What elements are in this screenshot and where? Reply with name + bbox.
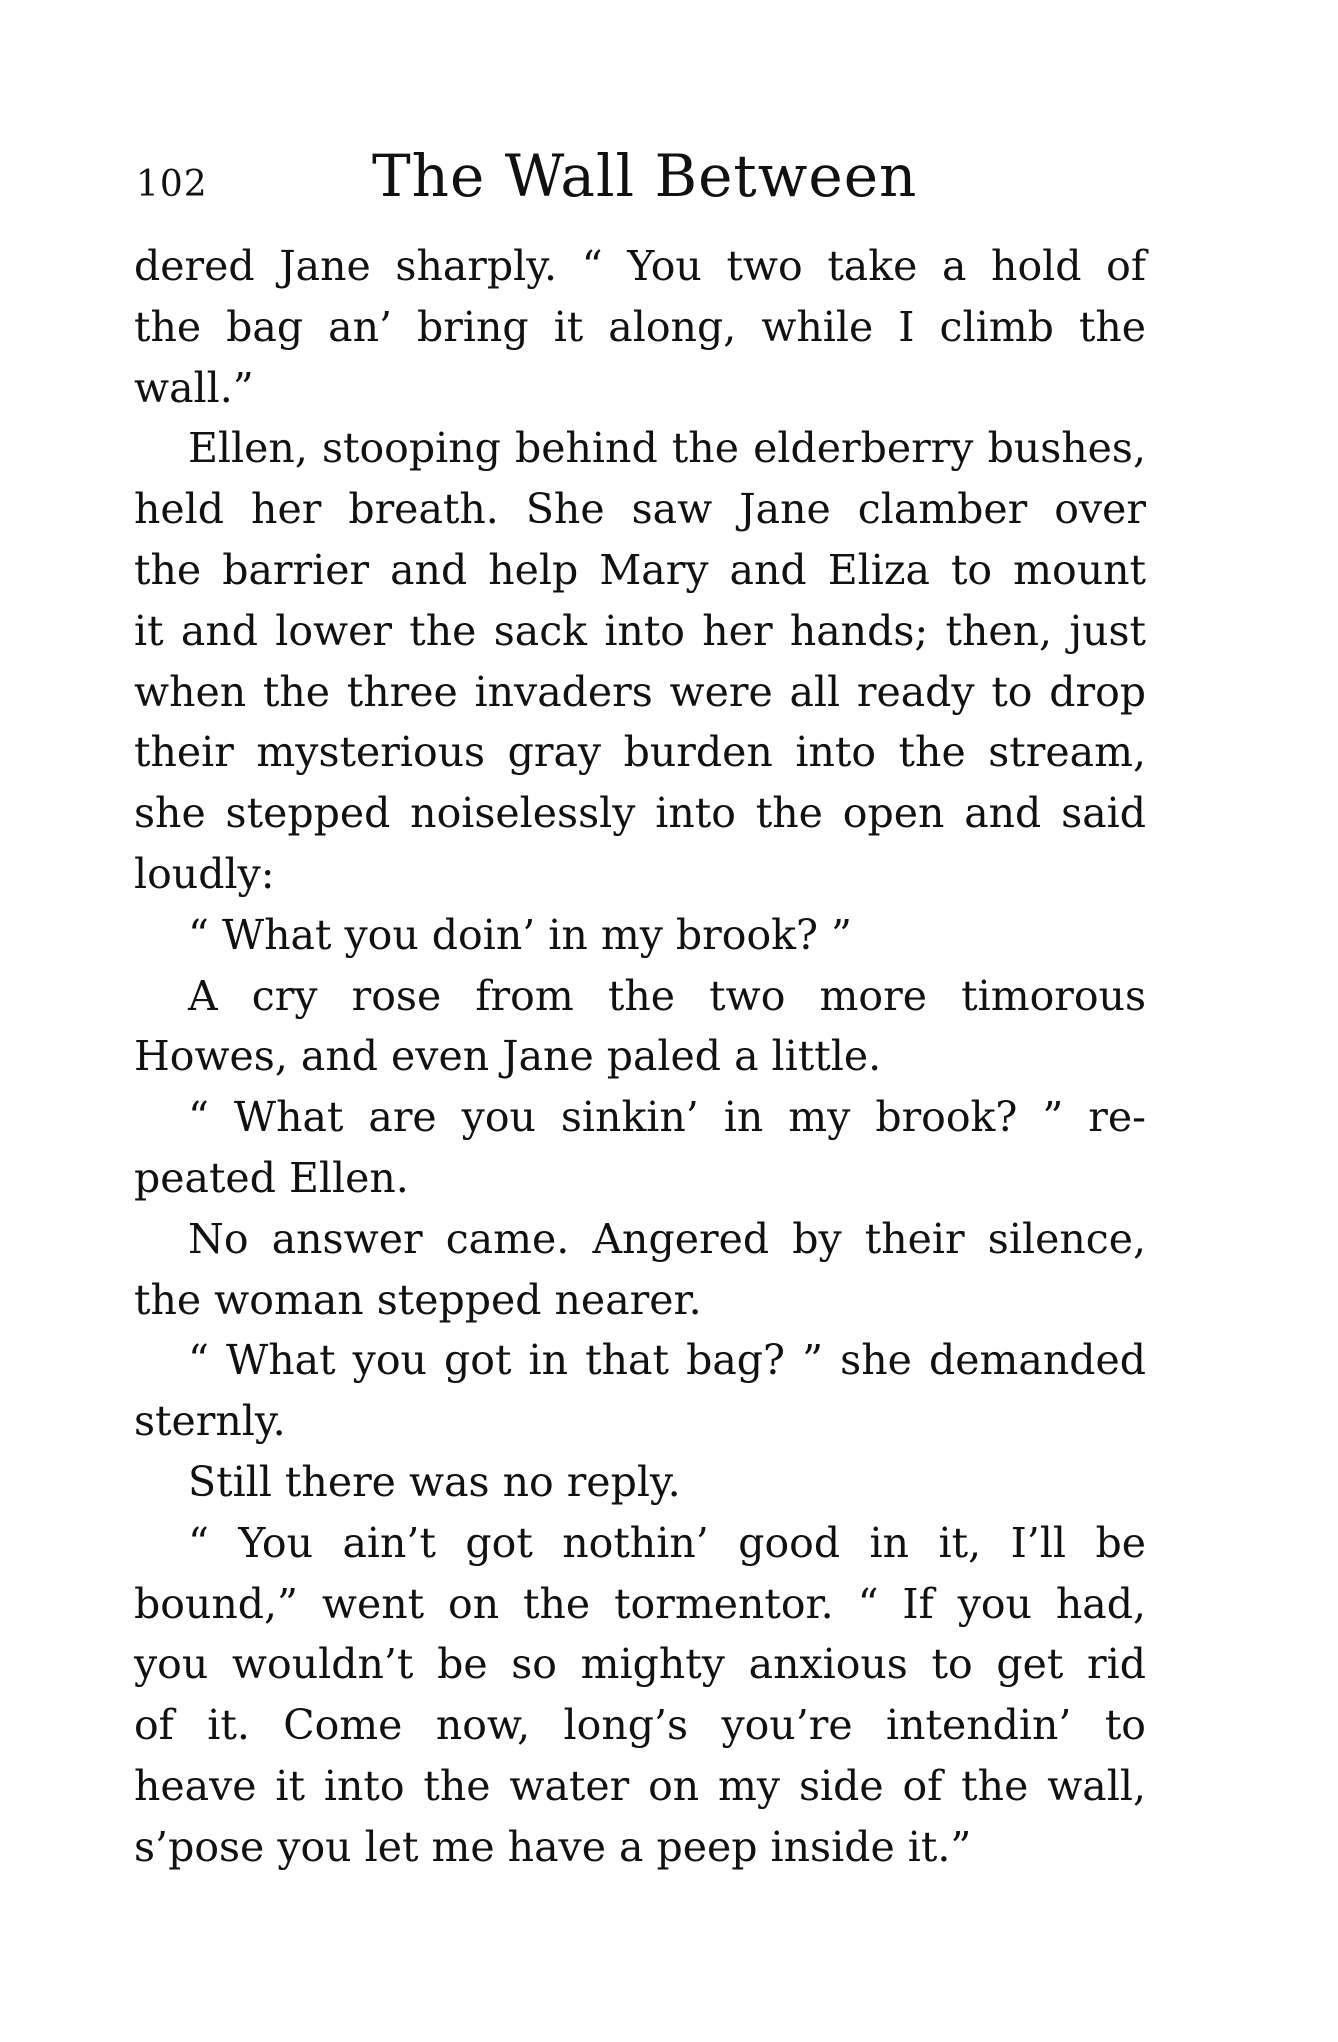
text-line: it and lower the sack into her hands; then, just [134, 606, 1146, 655]
page-header [136, 142, 1136, 222]
page-number: 102 [136, 164, 208, 205]
text-line: the barrier and help Mary and Eliza to mount [134, 545, 1146, 594]
text-line: “ What you got in that bag? ” she demanded [188, 1336, 1146, 1385]
text-line: wall.” [134, 363, 254, 412]
text-line: held her breath. She saw Jane clamber over [134, 485, 1146, 534]
text-line: No answer came. Angered by their silence, [188, 1214, 1146, 1263]
text-line: loudly: [134, 849, 275, 898]
text-line: heave it into the water on my side of the wall, [134, 1761, 1146, 1810]
text-line: “ You ain’t got nothin’ good in it, I’ll be [188, 1518, 1146, 1567]
text-line: the woman stepped nearer. [134, 1275, 702, 1324]
text-line: dered Jane sharply. “ You two take a hold of [134, 242, 1146, 290]
text-line: A cry rose from the two more timorous [188, 971, 1146, 1020]
running-title: The Wall Between [372, 142, 918, 210]
text-line: “ What are you sinkin’ in my brook? ” re- [188, 1093, 1146, 1142]
text-line: Still there was no reply. [188, 1457, 681, 1506]
text-line: s’pose you let me have a peep inside it.” [134, 1822, 972, 1871]
text-line: of it. Come now, long’s you’re intendin’ to [134, 1701, 1146, 1750]
text-line: peated Ellen. [134, 1153, 409, 1202]
text-line: their mysterious gray burden into the stream, [134, 728, 1146, 777]
text-line: you wouldn’t be so mighty anxious to get rid [134, 1640, 1146, 1689]
text-line: she stepped noiselessly into the open and said [134, 789, 1146, 838]
text-line: when the three invaders were all ready to drop [134, 667, 1146, 716]
text-line: the bag an’ bring it along, while I climb the [134, 302, 1146, 351]
text-line: sternly. [134, 1397, 286, 1446]
text-line: Ellen, stooping behind the elderberry bushes, [188, 424, 1146, 473]
text-line: Howes, and even Jane paled a little. [134, 1032, 882, 1081]
text-line: “ What you doin’ in my brook? ” [188, 910, 852, 959]
body-text [134, 236, 1146, 1878]
text-line: bound,” went on the tormentor. “ If you had, [134, 1579, 1146, 1628]
